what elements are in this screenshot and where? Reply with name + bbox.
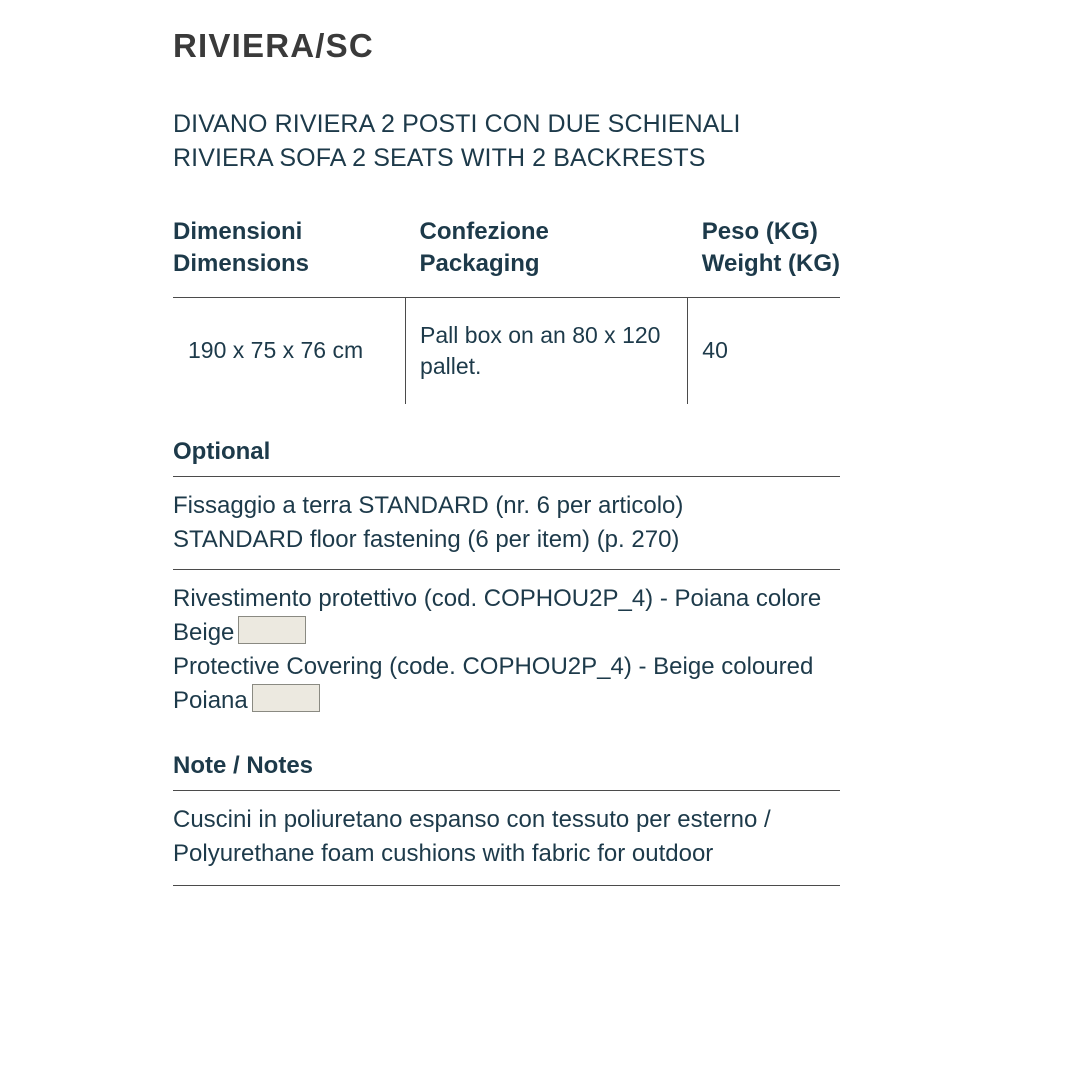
color-swatch-beige xyxy=(238,616,306,644)
product-description-it: DIVANO RIVIERA 2 POSTI CON DUE SCHIENALI xyxy=(173,110,741,139)
table-header-row xyxy=(173,216,840,297)
color-swatch-beige xyxy=(252,684,320,712)
table-row xyxy=(173,297,840,404)
cell-packaging: Pall box on an 80 x 120 pallet. xyxy=(406,297,688,404)
product-description-en: RIVIERA SOFA 2 SEATS WITH 2 BACKRESTS xyxy=(173,144,706,173)
optional-item-2 xyxy=(173,570,840,730)
notes-heading: Note / Notes xyxy=(173,752,314,780)
optional-item-2-it-text: Rivestimento protettivo (cod. COPHOU2P_4) - Poiana colore Beige xyxy=(173,584,822,646)
optional-item-1 xyxy=(173,477,840,569)
page-title: RIVIERA/SC xyxy=(173,27,374,64)
column-header-dimensions: Dimensioni Dimensions xyxy=(173,217,310,278)
optional-item-1-it: Fissaggio a terra STANDARD (nr. 6 per articolo) xyxy=(173,491,684,519)
cell-dimensions: 190 x 75 x 76 cm xyxy=(173,297,406,404)
optional-item-2-en xyxy=(173,650,840,718)
column-header-packaging: Confezione Packaging xyxy=(419,217,549,278)
notes-text: Cuscini in poliuretano espanso con tessuto per esterno / Polyurethane foam cushions with fabric for outdoor xyxy=(173,806,771,868)
optional-item-2-en-text: Protective Covering (code. COPHOU2P_4) - Beige coloured Poiana xyxy=(173,652,814,715)
optional-heading: Optional xyxy=(173,437,271,465)
cell-weight: 40 xyxy=(688,297,840,404)
column-header-weight: Peso (KG) Weight (KG) xyxy=(701,217,840,278)
product-description xyxy=(173,108,840,176)
optional-item-2-it xyxy=(173,582,840,650)
optional-item-1-en: STANDARD floor fastening (6 per item) (p. 270) xyxy=(173,525,680,553)
specifications-table xyxy=(173,216,840,404)
divider xyxy=(173,885,840,886)
